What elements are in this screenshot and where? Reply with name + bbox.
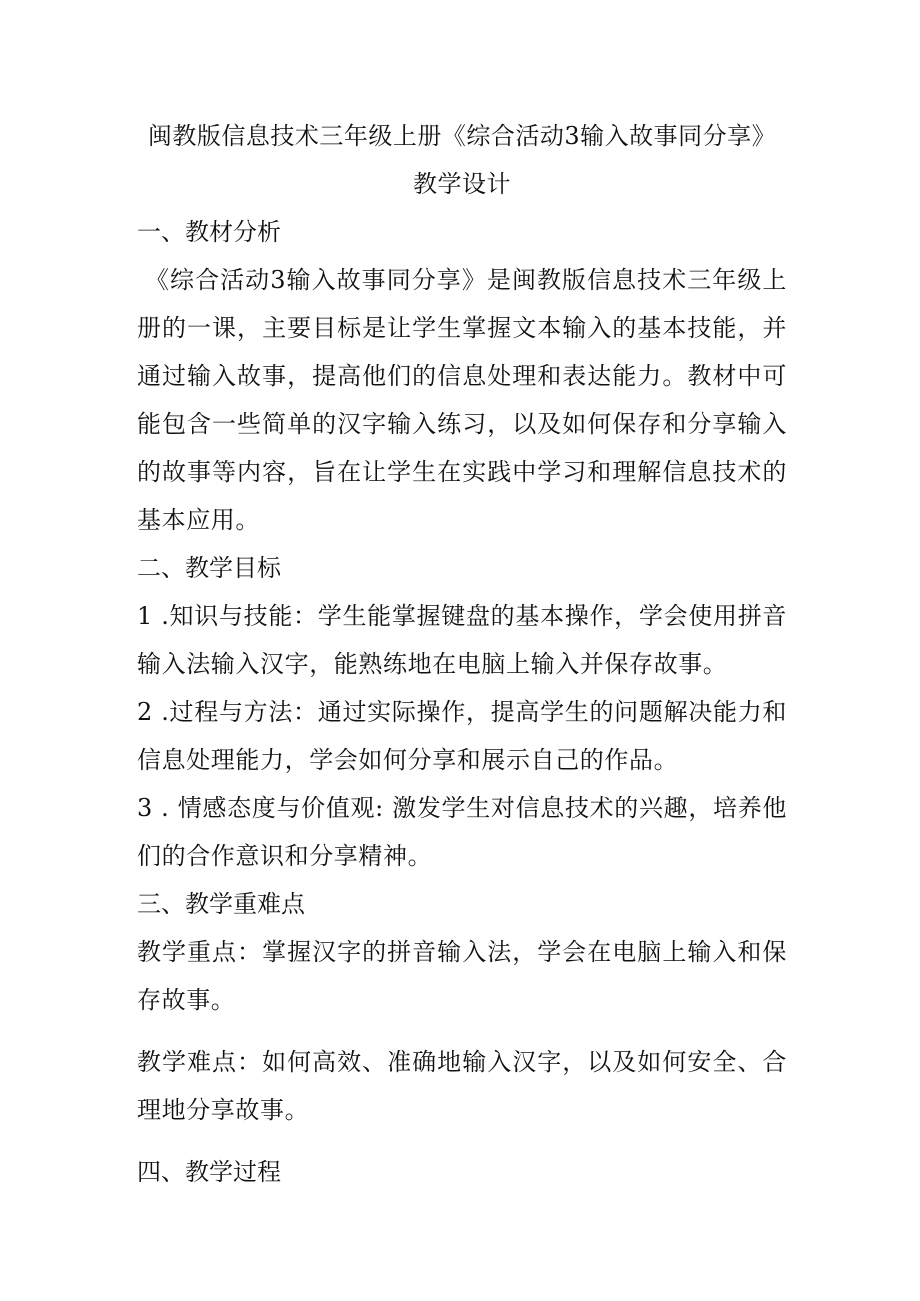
document-title: 闽教版信息技术三年级上册《综合活动3输入故事同分享》 [147,122,777,150]
objective-item-3: 3 . 情感态度与价值观: 激发学生对信息技术的兴趣，培养他们的合作意识和分享精神。 [137,794,787,870]
section-heading-1: 一、教材分析 [137,218,281,246]
teaching-difficult-point: 教学难点：如何高效、准确地输入汉字，以及如何安全、合理地分享故事。 [137,1048,787,1124]
section-heading-2: 二、教学目标 [137,554,281,582]
section-1-paragraph: 《综合活动3输入故事同分享》是闽教版信息技术三年级上册的一课，主要目标是让学生掌握文本输入的基本技能，并通过输入故事，提高他们的信息处理和表达能力。教材中可能包含一些简单的汉字输入练习，以及如何保存和分享输入的故事等内容，旨在让学生在实践中学习和理解信息技术的基本应用。 [137,266,787,534]
document-page [137,112,787,1196]
section-heading-4: 四、教学过程 [137,1158,281,1186]
section-heading-3: 三、教学重难点 [137,890,305,918]
teaching-key-point: 教学重点：掌握汉字的拼音输入法，学会在电脑上输入和保存故事。 [137,938,787,1014]
document-subtitle: 教学设计 [413,170,511,198]
objective-item-2: 2 .过程与方法：通过实际操作，提高学生的问题解决能力和信息处理能力，学会如何分享和展示自己的作品。 [137,698,787,774]
objective-item-1: 1 .知识与技能：学生能掌握键盘的基本操作，学会使用拼音输入法输入汉字，能熟练地在电脑上输入并保存故事。 [137,602,787,678]
